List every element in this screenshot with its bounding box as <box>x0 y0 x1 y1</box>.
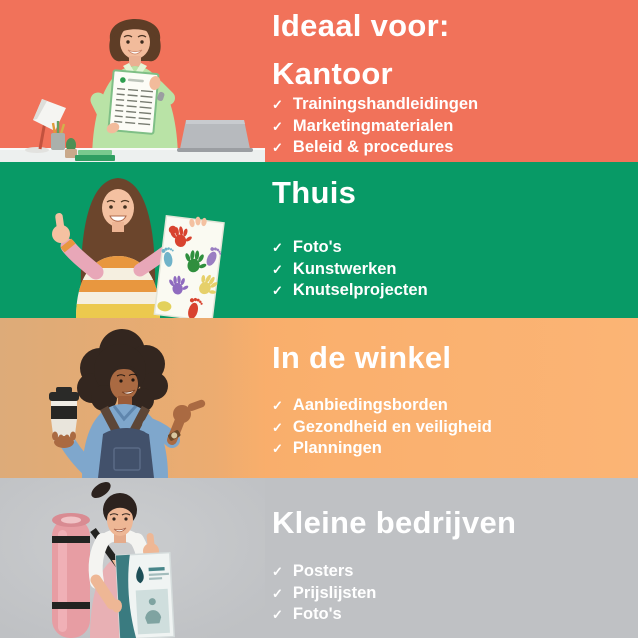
laptop <box>177 120 253 152</box>
list-item-label: Foto's <box>292 605 342 623</box>
list-item-label: Foto's <box>292 238 342 256</box>
photo-office-woman <box>0 0 265 162</box>
green-folders <box>75 150 115 161</box>
photo-yoga-woman <box>0 478 265 638</box>
checklist-kantoor <box>272 94 630 159</box>
check-icon: ✓ <box>272 118 283 134</box>
list-item-label: Knutselprojecten <box>292 281 428 299</box>
section-heading-bedrijven: Kleine bedrijven <box>272 505 517 540</box>
check-icon: ✓ <box>272 564 283 579</box>
yoga-mat <box>52 513 90 638</box>
list-item <box>272 280 630 302</box>
list-item-label: Aanbiedingsborden <box>292 396 448 414</box>
check-icon: ✓ <box>272 419 283 435</box>
section-heading-kantoor: Kantoor <box>272 56 393 91</box>
section-thuis <box>0 162 638 318</box>
list-item <box>272 116 630 138</box>
yoga-poster <box>116 553 174 638</box>
list-item-label: Marketingmaterialen <box>292 116 454 135</box>
list-item-label: Beleid & procedures <box>292 138 454 156</box>
list-item-label: Posters <box>292 562 354 580</box>
checklist-bedrijven <box>272 561 630 626</box>
list-item <box>272 438 630 460</box>
check-icon: ✓ <box>272 140 283 155</box>
poster-hand <box>112 600 122 613</box>
photo-barista-woman <box>0 318 265 478</box>
check-icon: ✓ <box>272 97 283 112</box>
check-icon: ✓ <box>272 585 283 601</box>
section-heading-thuis: Thuis <box>272 175 357 210</box>
checklist-winkel <box>272 395 630 460</box>
list-item <box>272 583 630 605</box>
list-item <box>272 94 630 116</box>
check-icon: ✓ <box>272 261 283 277</box>
list-item <box>272 137 630 159</box>
section-winkel <box>0 318 638 478</box>
photo-girl-artwork <box>0 162 265 318</box>
office-woman <box>92 19 178 162</box>
list-item <box>272 604 630 626</box>
check-icon: ✓ <box>272 441 283 456</box>
page-title: Ideaal voor: <box>272 8 450 43</box>
pencil-cup <box>51 121 65 150</box>
check-icon: ✓ <box>272 283 283 298</box>
list-item-label: Gezondheid en veiligheid <box>292 417 492 436</box>
check-icon: ✓ <box>272 398 283 413</box>
checklist-thuis <box>272 237 630 302</box>
cactus-plant <box>65 138 77 158</box>
thumbs-up-hand <box>52 213 70 243</box>
check-icon: ✓ <box>272 240 283 255</box>
section-bedrijven <box>0 478 638 638</box>
section-kantoor <box>0 0 638 162</box>
list-item-label: Trainingshandleidingen <box>292 95 479 113</box>
list-item <box>272 237 630 259</box>
list-item <box>272 259 630 281</box>
list-item-label: Prijslijsten <box>292 583 377 602</box>
list-item-label: Kunstwerken <box>292 259 397 278</box>
section-heading-winkel: In de winkel <box>272 340 452 375</box>
check-icon: ✓ <box>272 607 283 622</box>
list-item <box>272 561 630 583</box>
list-item-label: Planningen <box>292 439 382 457</box>
list-item <box>272 395 630 417</box>
artwork-sheet <box>153 216 230 318</box>
list-item <box>272 417 630 439</box>
